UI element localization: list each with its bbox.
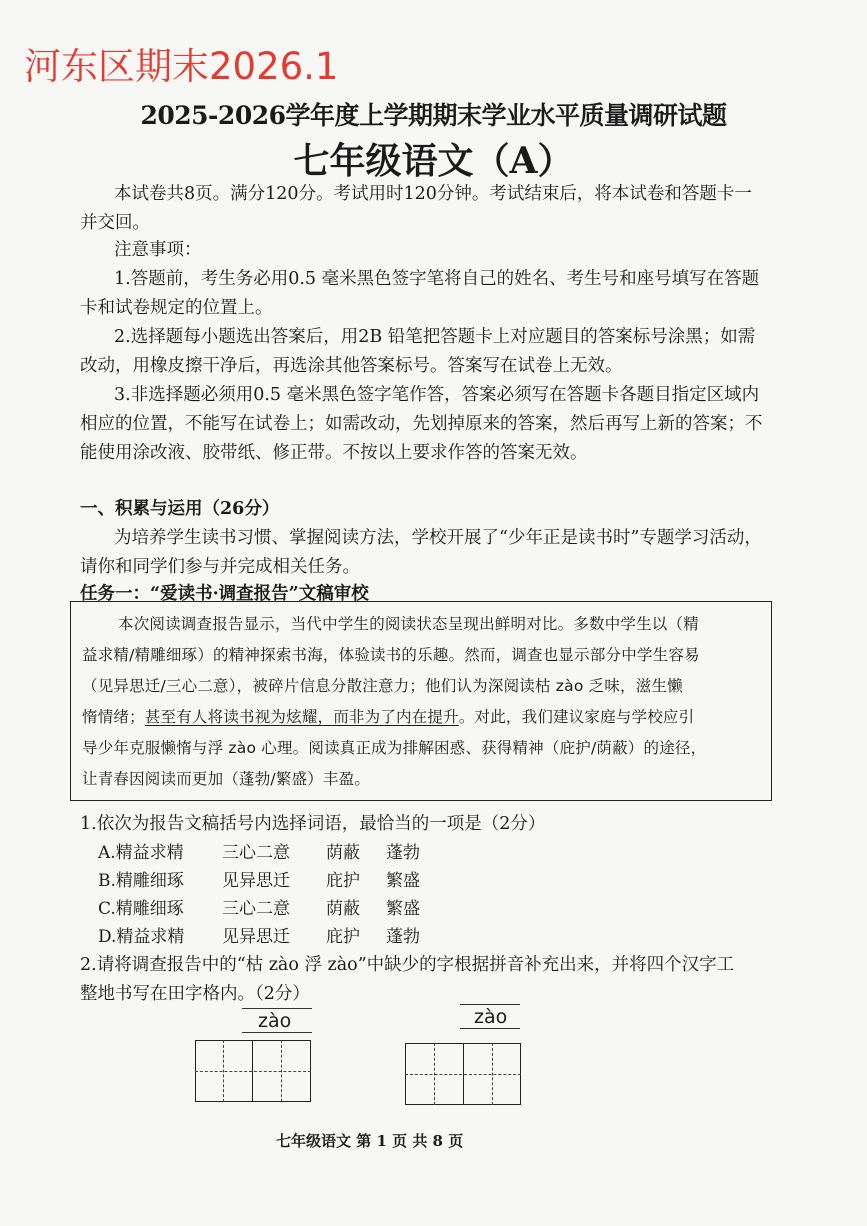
option-d-word-2: 见异思迁 [222,927,290,947]
pinyin-line-1-top [242,1008,312,1009]
question-2-stem-line-2: 整地书写在田字格内。（2分） [80,984,310,1004]
option-c-word-4: 繁盛 [386,899,420,919]
option-d-label: D.精益求精 [98,927,185,947]
writing-grid-2-dash-h [405,1074,521,1075]
option-b-word-3: 庇护 [326,871,360,891]
option-d-word-3: 庇护 [326,927,360,947]
underlined-sentence: 甚至有人将读书视为炫耀，而非为了内在提升 [144,708,459,726]
question-1-stem: 1.依次为报告文稿括号内选择词语，最恰当的一项是（2分） [80,814,546,834]
option-b-word-2: 见异思迁 [222,871,290,891]
notice-heading: 注意事项： [114,240,202,260]
report-line-4 [82,702,694,733]
option-b-label: B.精雕细琢 [98,871,184,891]
notice-item-2-line-1: 2.选择题每小题选出答案后，用2B 铅笔把答题卡上对应题目的答案标号涂黑；如需 [114,327,756,347]
option-a-label: A.精益求精 [98,843,184,863]
report-line-1: 本次阅读调查报告显示，当代中学生的阅读状态呈现出鲜明对比。多数中学生以（精 [118,615,699,633]
option-a-word-3: 荫蔽 [326,843,360,863]
pinyin-label-1: zào [258,1010,292,1032]
pinyin-line-2-top [460,1004,520,1005]
section-1-intro-line-2: 请你和同学们参与并完成相关任务。 [80,557,360,577]
exam-title: 2025-2026学年度上学期期末学业水平质量调研试题 [140,101,727,130]
option-c-word-2: 三心二意 [222,899,290,919]
intro-line-2: 并交回。 [80,213,150,233]
option-c-word-3: 荫蔽 [326,899,360,919]
notice-item-3-line-1: 3.非选择题必须用0.5 毫米黑色签字笔作答，答案必须写在答题卡各题目指定区域内 [114,385,760,405]
report-line-5: 导少年克服懒惰与浮 zào 心理。阅读真正成为排解困惑、获得精神（庇护/荫蔽）的途径， [82,739,707,757]
report-line-2: 益求精/精雕细琢）的精神探索书海，体验读书的乐趣。然而，调查也显示部分中学生容易 [82,646,700,664]
intro-line-1: 本试卷共8页。满分120分。考试用时120分钟。考试结束后，将本试卷和答题卡一 [114,184,752,204]
pinyin-line-2-bottom [460,1028,520,1029]
question-2-stem-line-1: 2.请将调查报告中的“枯 zào 浮 zào”中缺少的字根据拼音补充出来，并将四个汉字工 [80,955,735,975]
notice-item-1-line-2: 卡和试卷规定的位置上。 [80,298,273,318]
exam-source-tag: 河东区期末2026.1 [24,45,339,88]
notice-item-3-line-3: 能使用涂改液、胶带纸、修正带。不按以上要求作答的答案无效。 [80,443,588,463]
section-1-intro-line-1: 为培养学生读书习惯、掌握阅读方法，学校开展了“少年正是读书时”专题学习活动， [114,528,762,548]
report-line-4-start: 惰情绪； [82,708,145,726]
option-d-word-4: 蓬勃 [386,927,420,947]
section-1-heading: 一、积累与运用（26分） [80,499,280,519]
report-line-6: 让青春因阅读而更加（蓬勃/繁盛）丰盈。 [82,770,371,788]
option-c-label: C.精雕细琢 [98,899,184,919]
option-b-word-4: 繁盛 [386,871,420,891]
pinyin-label-2: zào [474,1006,508,1028]
notice-item-3-line-2: 相应的位置，不能写在试卷上；如需改动，先划掉原来的答案，然后再写上新的答案；不 [80,414,763,434]
report-line-4-end: 。对此，我们建议家庭与学校应引 [458,708,695,726]
page-footer: 七年级语文 第 1 页 共 8 页 [276,1132,464,1150]
pinyin-line-1-bottom [242,1032,312,1033]
report-line-3: （见异思迁/三心二意），被碎片信息分散注意力；他们认为深阅读枯 zào 乏味，滋生懒 [82,677,683,695]
writing-grid-1-dash-h [195,1071,311,1072]
notice-item-2-line-2: 改动，用橡皮擦干净后，再选涂其他答案标号。答案写在试卷上无效。 [80,356,623,376]
task-1-heading: 任务一：“爱读书·调查报告”文稿审校 [80,584,369,604]
notice-item-1-line-1: 1.答题前，考生务必用0.5 毫米黑色签字笔将自己的姓名、考生号和座号填写在答题 [114,269,760,289]
exam-subtitle: 七年级语文（A） [293,140,574,182]
option-a-word-2: 三心二意 [222,843,290,863]
option-a-word-4: 蓬勃 [386,843,420,863]
